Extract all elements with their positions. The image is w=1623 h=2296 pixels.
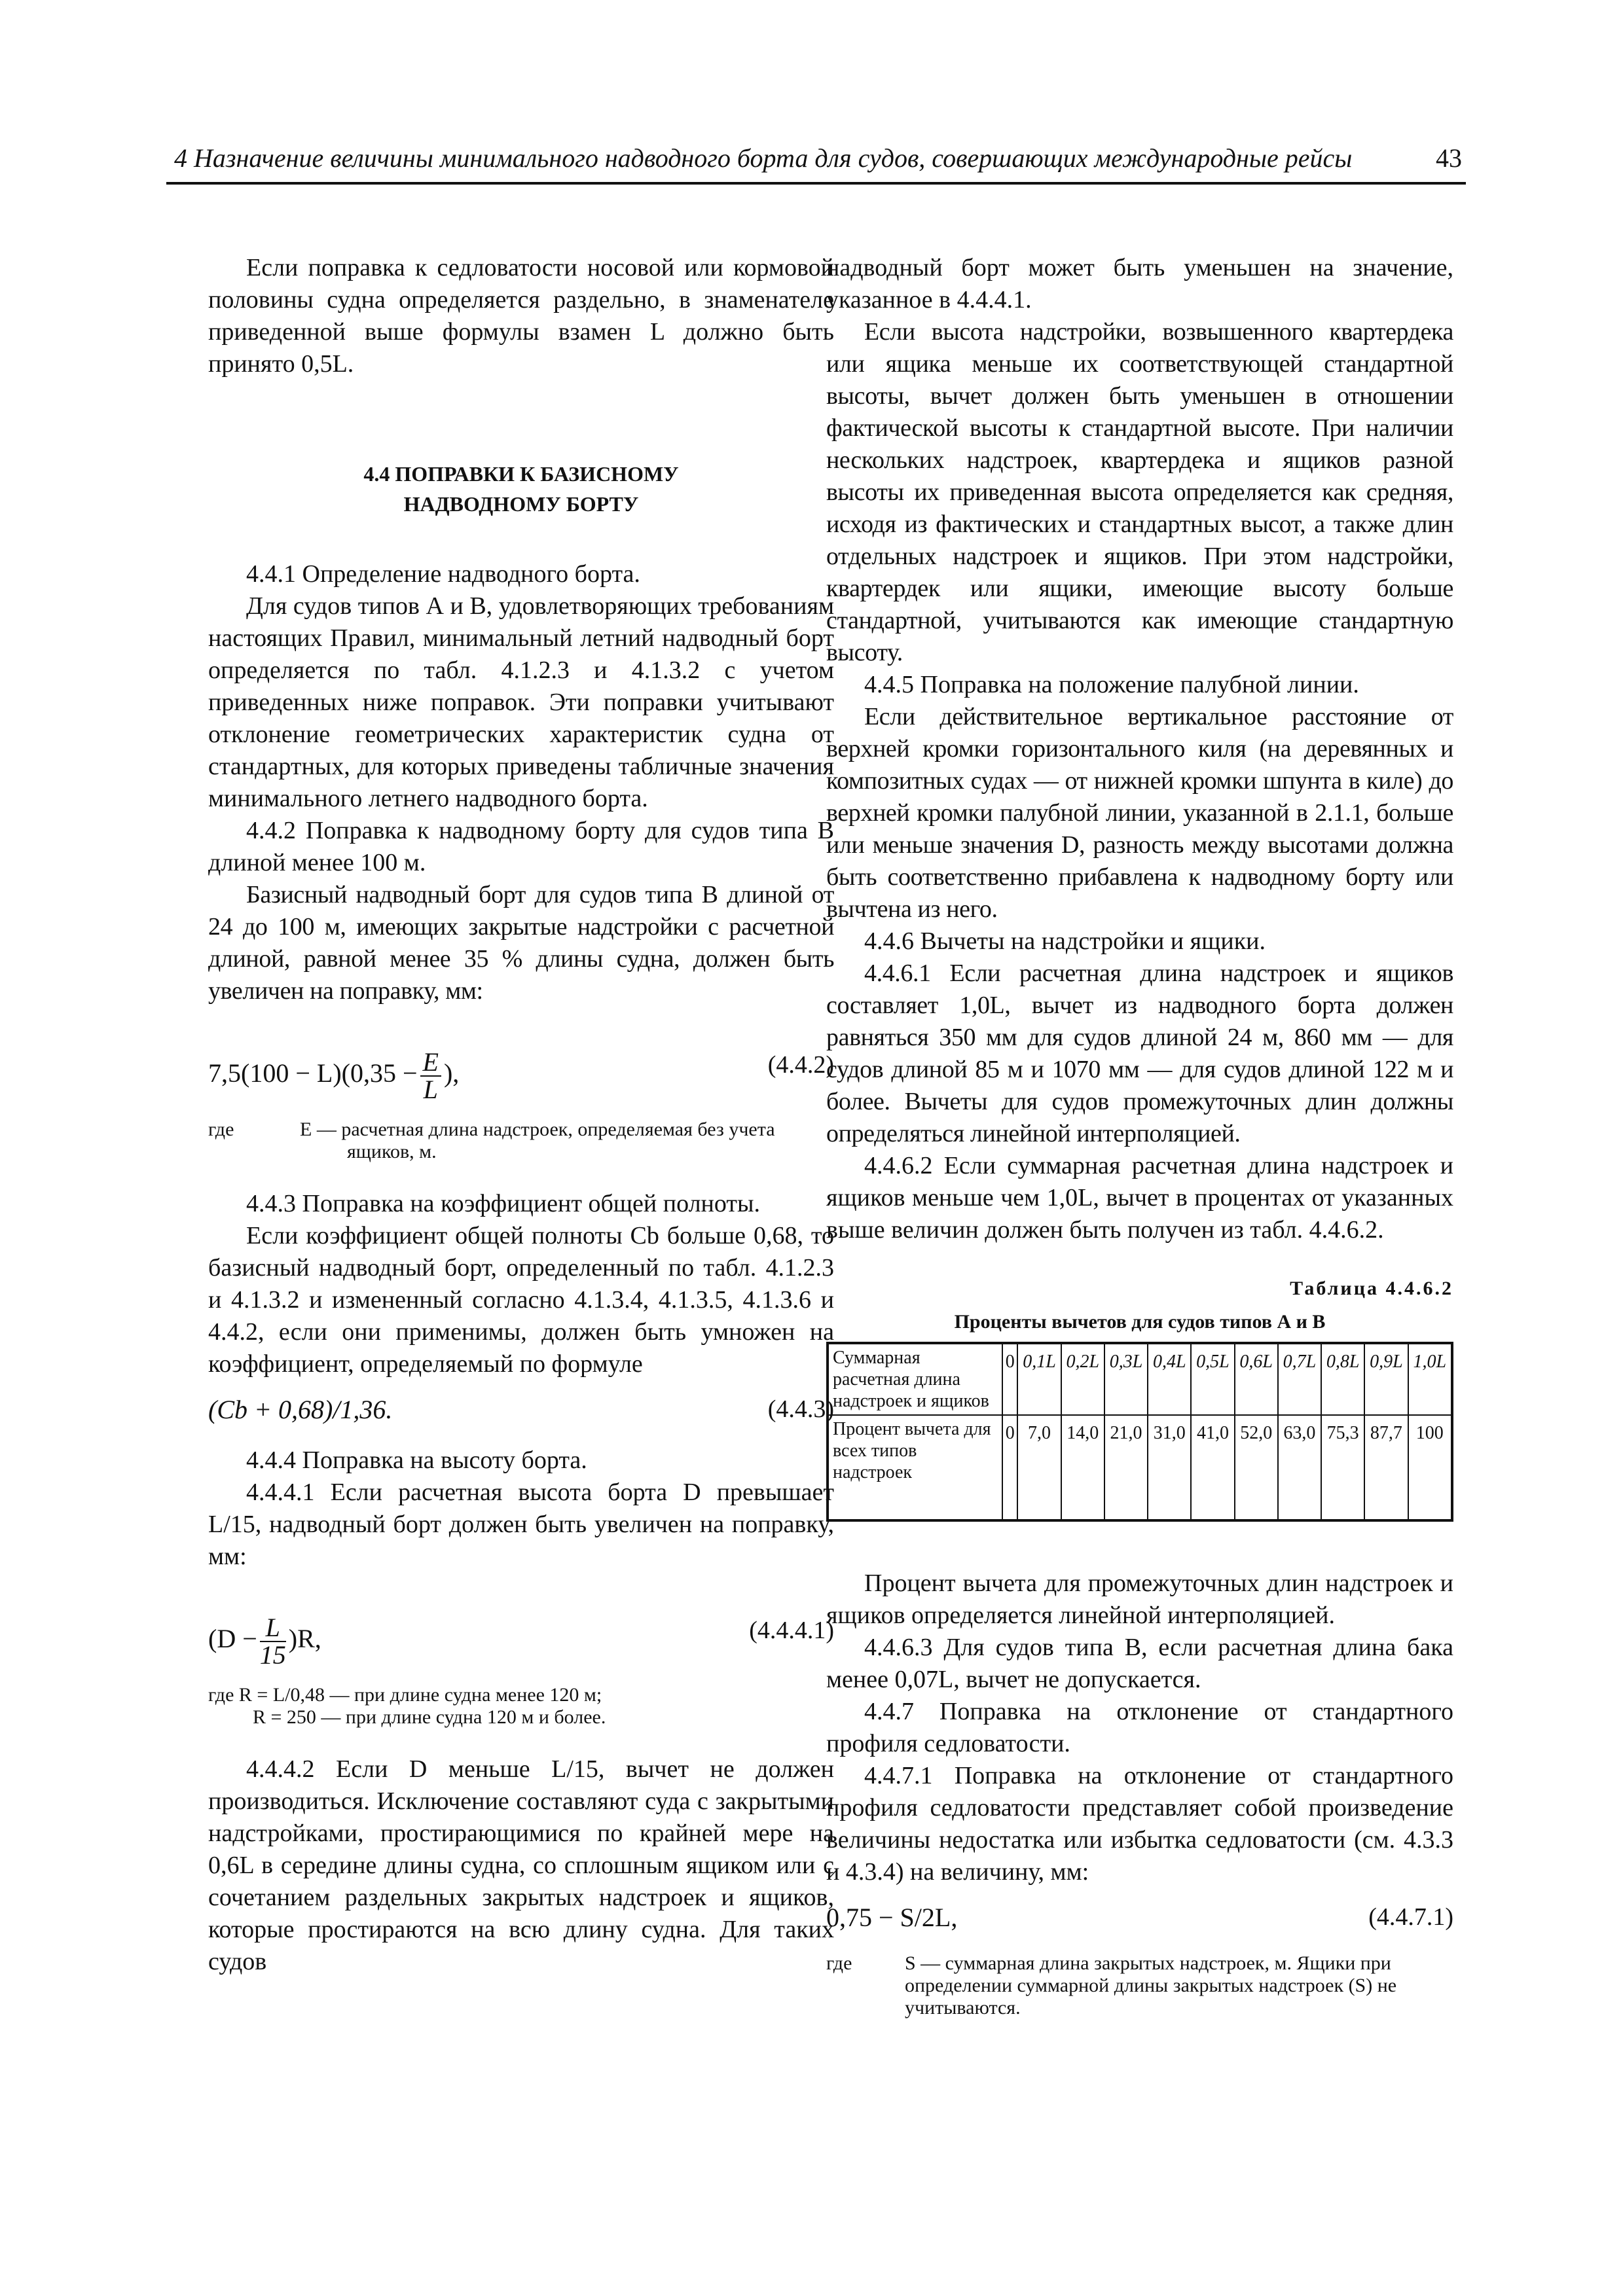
formula-expression: 0,75 − S/2L, bbox=[826, 1903, 958, 1932]
note-body: S — суммарная длина закрытых надстроек, м. Ящики при определении суммарной длины закрытых надстроек (S) не учитываются. bbox=[905, 1952, 1397, 2018]
denominator: 15 bbox=[259, 1640, 286, 1670]
deduction-table bbox=[826, 1342, 1453, 1522]
subsection-heading: 4.4.2 Поправка к надводному борту для судов типа В длиной менее 100 м. bbox=[208, 817, 834, 876]
formula-expression: (Cb + 0,68)/1,36. bbox=[208, 1395, 393, 1424]
table-cell: 0,9L bbox=[1364, 1343, 1408, 1415]
table-cell: 21,0 bbox=[1104, 1415, 1148, 1520]
paragraph: 4.4.7.1 Поправка на отклонение от стандартного профиля седловатости представляет собой произведение величины недостатка или избытка седловатости (см. 4.3.3 и 4.3.4) на величину, мм: bbox=[826, 1762, 1453, 1886]
subsection-heading: 4.4.7 Поправка на отклонение от стандартного профиля седловатости. bbox=[826, 1698, 1453, 1757]
fraction bbox=[420, 1049, 441, 1103]
table-cell: 87,7 bbox=[1364, 1415, 1408, 1520]
paragraph: Для судов типов А и В, удовлетворяющих требованиям настоящих Правил, минимальный летний надводный борт определяется по табл. 4.1.2.3 и 4.1.3.2 с учетом приведенных ниже поправок. Эти поправки учитывают отклонение геометрических характеристик судна от стандартных, для которых приведены табличные значения минимального летнего надводного борта. bbox=[208, 592, 834, 812]
right-column bbox=[826, 252, 1453, 2044]
paragraph: Если высота надстройки, возвышенного квартердека или ящика меньше их соответствующей стандартной высоты, вычет должен быть уменьшен в отношении фактической высоты к стандартной высоте. При наличии нескольких надстроек, квартердека и ящиков разной высоты их приведенная высота определяется как средняя, исходя из фактических и стандартных высот, а также длин отдельных надстроек и ящиков. При этом надстройки, квартердек или ящики, имеющие высоту больше стандартной, учитываются как имеющие стандартную высоту. bbox=[826, 318, 1453, 666]
paragraph: Если действительное вертикальное расстояние от верхней кромки горизонтального киля (на деревянных и композитных судах — от нижней кромки шпунта в киле) до верхней кромки палубной линии, указанной в 2.1.1, больше или меньше значения D, разность между высотами должна быть соответственно прибавлена к надводному борту или вычтена из него. bbox=[826, 703, 1453, 923]
page-number: 43 bbox=[1436, 143, 1462, 173]
running-header bbox=[166, 143, 1466, 185]
formula-4-4-7-1 bbox=[826, 1899, 1453, 1938]
table-cell: 7,0 bbox=[1017, 1415, 1061, 1520]
note-body bbox=[255, 1119, 834, 1163]
paragraph: надводный борт может быть уменьшен на значение, указанное в 4.4.4.1. bbox=[826, 254, 1453, 314]
table-cell: 0,8L bbox=[1321, 1343, 1364, 1415]
paragraph: Если поправка к седловатости носовой или кормовой половины судна определяется раздельно, в знаменателе приведенной выше формулы взамен L должно быть принято 0,5L. bbox=[208, 254, 834, 378]
subsection-heading: 4.4.4 Поправка на высоту борта. bbox=[246, 1446, 587, 1474]
table-cell: 0 bbox=[1002, 1415, 1017, 1520]
section-heading-line: НАДВОДНОМУ БОРТУ bbox=[403, 492, 639, 516]
table-cell: 0,6L bbox=[1235, 1343, 1278, 1415]
table-cell: 75,3 bbox=[1321, 1415, 1364, 1520]
subsection-heading: 4.4.5 Поправка на положение палубной линии. bbox=[864, 671, 1359, 698]
formula-note bbox=[208, 1119, 834, 1163]
header-title: 4 Назначение величины минимального надводного борта для судов, совершающих международные рейсы bbox=[174, 143, 1353, 173]
table-cell: 63,0 bbox=[1278, 1415, 1321, 1520]
numerator: L bbox=[260, 1615, 286, 1642]
table-row bbox=[828, 1415, 1452, 1520]
note-line: ящиков, м. bbox=[347, 1141, 437, 1162]
table-cell: 0,3L bbox=[1104, 1343, 1148, 1415]
paragraph: Процент вычета для промежуточных длин надстроек и ящиков определяется линейной интерполяцией. bbox=[826, 1570, 1453, 1629]
note-where: где bbox=[208, 1119, 234, 1140]
table-caption: Таблица 4.4.6.2 bbox=[1290, 1278, 1453, 1299]
table-cell: 100 bbox=[1408, 1415, 1452, 1520]
subsection-heading: 4.4.3 Поправка на коэффициент общей полноты. bbox=[246, 1190, 761, 1217]
formula-4-4-2 bbox=[208, 1033, 834, 1104]
note-where: где bbox=[826, 1952, 852, 1974]
table-row-label: Суммарная расчетная длина надстроек и ящиков bbox=[828, 1343, 1002, 1415]
subsection-heading: 4.4.1 Определение надводного борта. bbox=[246, 560, 640, 588]
paragraph: Если коэффициент общей полноты Cb больше 0,68, то базисный надводный борт, определенный по табл. 4.1.2.3 и 4.1.3.2 и измененный согласно 4.1.3.4, 4.1.3.5, 4.1.3.6 и 4.4.2, если они применимы, должен быть умножен на коэффициент, определяемый по формуле bbox=[208, 1222, 834, 1378]
note-line: где R = L/0,48 — при длине судна менее 120 м; bbox=[208, 1684, 602, 1706]
formula-number: (4.4.7.1) bbox=[1368, 1903, 1453, 1931]
formula-part: (D − bbox=[208, 1624, 257, 1654]
table-cell: 0,1L bbox=[1017, 1343, 1061, 1415]
section-heading-line: 4.4 ПОПРАВКИ К БАЗИСНОМУ bbox=[363, 462, 679, 486]
formula-note bbox=[208, 1684, 834, 1729]
formula-number: (4.4.2) bbox=[767, 1051, 834, 1079]
table-row bbox=[828, 1343, 1452, 1415]
formula-part: ), bbox=[443, 1058, 460, 1088]
formula-part: 7,5(100 − L)(0,35 − bbox=[208, 1058, 418, 1088]
table-cell: 0,5L bbox=[1191, 1343, 1234, 1415]
formula-expression bbox=[208, 1049, 459, 1103]
table-cell: 31,0 bbox=[1148, 1415, 1191, 1520]
table-cell: 0,4L bbox=[1148, 1343, 1191, 1415]
paragraph: 4.4.6.2 Если суммарная расчетная длина надстроек и ящиков меньше чем 1,0L, вычет в процентах от указанных выше величин должен быть получен из табл. 4.4.6.2. bbox=[826, 1152, 1453, 1244]
denominator: L bbox=[423, 1075, 438, 1104]
table-cell: 14,0 bbox=[1061, 1415, 1104, 1520]
table-cell: 0,7L bbox=[1278, 1343, 1321, 1415]
paragraph: 4.4.6.3 Для судов типа В, если расчетная длина бака менее 0,07L, вычет не допускается. bbox=[826, 1634, 1453, 1693]
fraction bbox=[260, 1615, 286, 1668]
paragraph: 4.4.4.2 Если D меньше L/15, вычет не должен производиться. Исключение составляют суда с закрытыми надстройками, простирающимися по крайней мере на 0,6L в середине длины судна, со сплошным ящиком или с сочетанием раздельных закрытых надстроек и ящиков, которые простираются на всю длину судна. Для таких судов bbox=[208, 1755, 834, 1975]
table-cell: 1,0L bbox=[1408, 1343, 1452, 1415]
formula-4-4-4-1 bbox=[208, 1599, 834, 1670]
table-title: Проценты вычетов для судов типов А и В bbox=[954, 1311, 1326, 1333]
table-cell: 52,0 bbox=[1235, 1415, 1278, 1520]
left-column bbox=[208, 252, 834, 1978]
formula-part: )R, bbox=[288, 1624, 321, 1654]
formula-expression bbox=[208, 1615, 321, 1668]
formula-number: (4.4.4.1) bbox=[749, 1617, 834, 1644]
note-line: R = 250 — при длине судна 120 м и более. bbox=[253, 1706, 606, 1728]
paragraph: 4.4.6.1 Если расчетная длина надстроек и ящиков составляет 1,0L, вычет из надводного борта должен равняться 350 мм для судов длиной 24 м, 860 мм — для судов длиной 85 м и 1070 мм — для судов длиной 122 м и более. Вычеты для судов промежуточных длин должны определяться линейной интерполяцией. bbox=[826, 960, 1453, 1147]
formula-number: (4.4.3) bbox=[767, 1395, 834, 1423]
numerator: E bbox=[420, 1049, 441, 1077]
section-heading bbox=[208, 459, 834, 519]
formula-4-4-3 bbox=[208, 1391, 834, 1430]
subsection-heading: 4.4.6 Вычеты на надстройки и ящики. bbox=[864, 927, 1266, 955]
table-row-label: Процент вычета для всех типов надстроек bbox=[828, 1415, 1002, 1520]
formula-note bbox=[826, 1952, 1453, 2019]
table-cell: 0,2L bbox=[1061, 1343, 1104, 1415]
note-line: E — расчетная длина надстроек, определяемая без учета bbox=[300, 1119, 775, 1140]
table-cell: 0 bbox=[1002, 1343, 1017, 1415]
paragraph: Базисный надводный борт для судов типа В длиной от 24 до 100 м, имеющих закрытые надстройки с расчетной длиной, равной менее 35 % длины судна, должен быть увеличен на поправку, мм: bbox=[208, 881, 834, 1005]
table-cell: 41,0 bbox=[1191, 1415, 1234, 1520]
paragraph: 4.4.4.1 Если расчетная высота борта D превышает L/15, надводный борт должен быть увеличен на поправку, мм: bbox=[208, 1479, 834, 1570]
